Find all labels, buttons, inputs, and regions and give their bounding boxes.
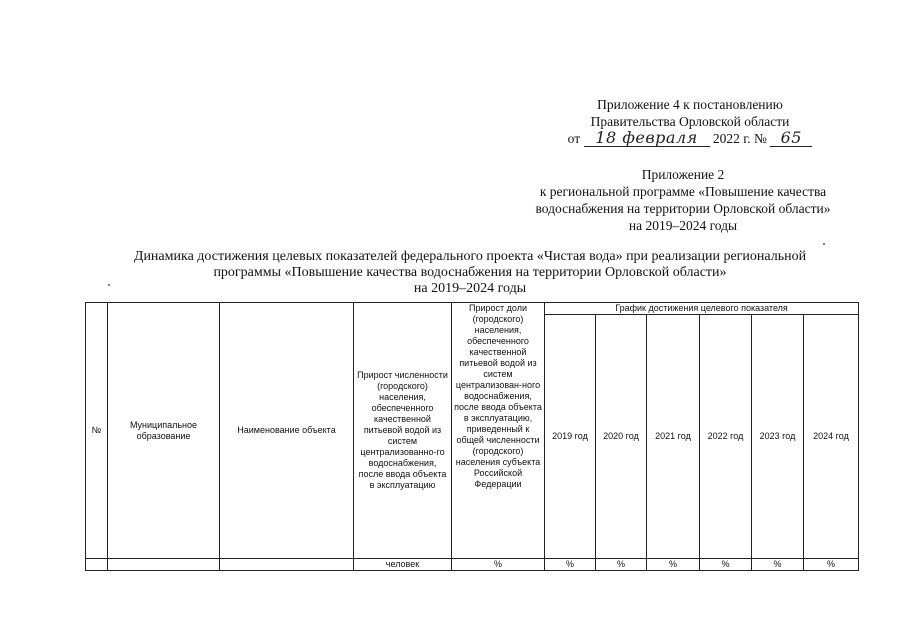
handwritten-number: 65	[770, 130, 812, 147]
header-year-2021: 2021 год	[647, 315, 700, 559]
document-title	[90, 249, 850, 297]
unit-cell-empty	[108, 559, 220, 571]
unit-year-2023: %	[752, 559, 804, 571]
units-row	[86, 559, 859, 571]
unit-year-2021: %	[647, 559, 700, 571]
header-population-growth: Прирост численности (городского) населения, обеспеченного качественной питьевой водой из систем централизованно-го водоснабжения, после ввода объекта в эксплуатацию	[354, 303, 452, 559]
approval-year: 2022 г. №	[712, 131, 767, 146]
title-line-3: на 2019–2024 годы	[413, 281, 527, 296]
scan-speck	[108, 284, 110, 286]
appendix-line-2: к региональной программе «Повышение качества	[539, 184, 827, 199]
header-object-name: Наименование объекта	[220, 303, 354, 559]
title-line-2: программы «Повышение качества водоснабжения на территории Орловской области»	[213, 265, 727, 280]
header-num: №	[86, 303, 108, 559]
indicators-table	[85, 302, 859, 571]
header-share-growth: Прирост доли (городского) населения, обеспеченного качественной питьевой водой из систем централизован-ного водоснабжения, после ввода объекта в эксплуатацию, приведенный к общей численности (городского) населения субъекта Российской Федерации	[452, 303, 545, 559]
header-year-2023: 2023 год	[752, 315, 804, 559]
unit-cell-empty	[220, 559, 354, 571]
unit-cell-empty	[86, 559, 108, 571]
unit-year-2024: %	[804, 559, 859, 571]
approval-line-2: Правительства Орловской области	[590, 114, 790, 129]
approval-header	[540, 96, 840, 147]
unit-share: %	[452, 559, 545, 571]
handwritten-date: 18 февраля	[584, 130, 710, 147]
unit-year-2020: %	[596, 559, 647, 571]
header-schedule: График достижения целевого показателя	[545, 303, 859, 315]
appendix-line-1: Приложение 2	[641, 167, 725, 182]
appendix-line-3: водоснабжения на территории Орловской области»	[535, 201, 831, 216]
approval-date-line	[540, 130, 840, 147]
unit-year-2019: %	[545, 559, 596, 571]
header-municipality: Муниципальное образование	[108, 303, 220, 559]
unit-year-2022: %	[700, 559, 752, 571]
header-year-2022: 2022 год	[700, 315, 752, 559]
approval-line-1: Приложение 4 к постановлению	[597, 97, 783, 112]
title-line-1: Динамика достижения целевых показателей федерального проекта «Чистая вода» при реализации региональной	[133, 249, 807, 264]
appendix-line-4: на 2019–2024 годы	[628, 218, 738, 233]
header-year-2019: 2019 год	[545, 315, 596, 559]
header-year-2024: 2024 год	[804, 315, 859, 559]
appendix-header	[498, 166, 868, 234]
approval-prefix: от	[567, 131, 581, 146]
unit-population: человек	[354, 559, 452, 571]
scan-speck	[823, 243, 825, 245]
header-year-2020: 2020 год	[596, 315, 647, 559]
